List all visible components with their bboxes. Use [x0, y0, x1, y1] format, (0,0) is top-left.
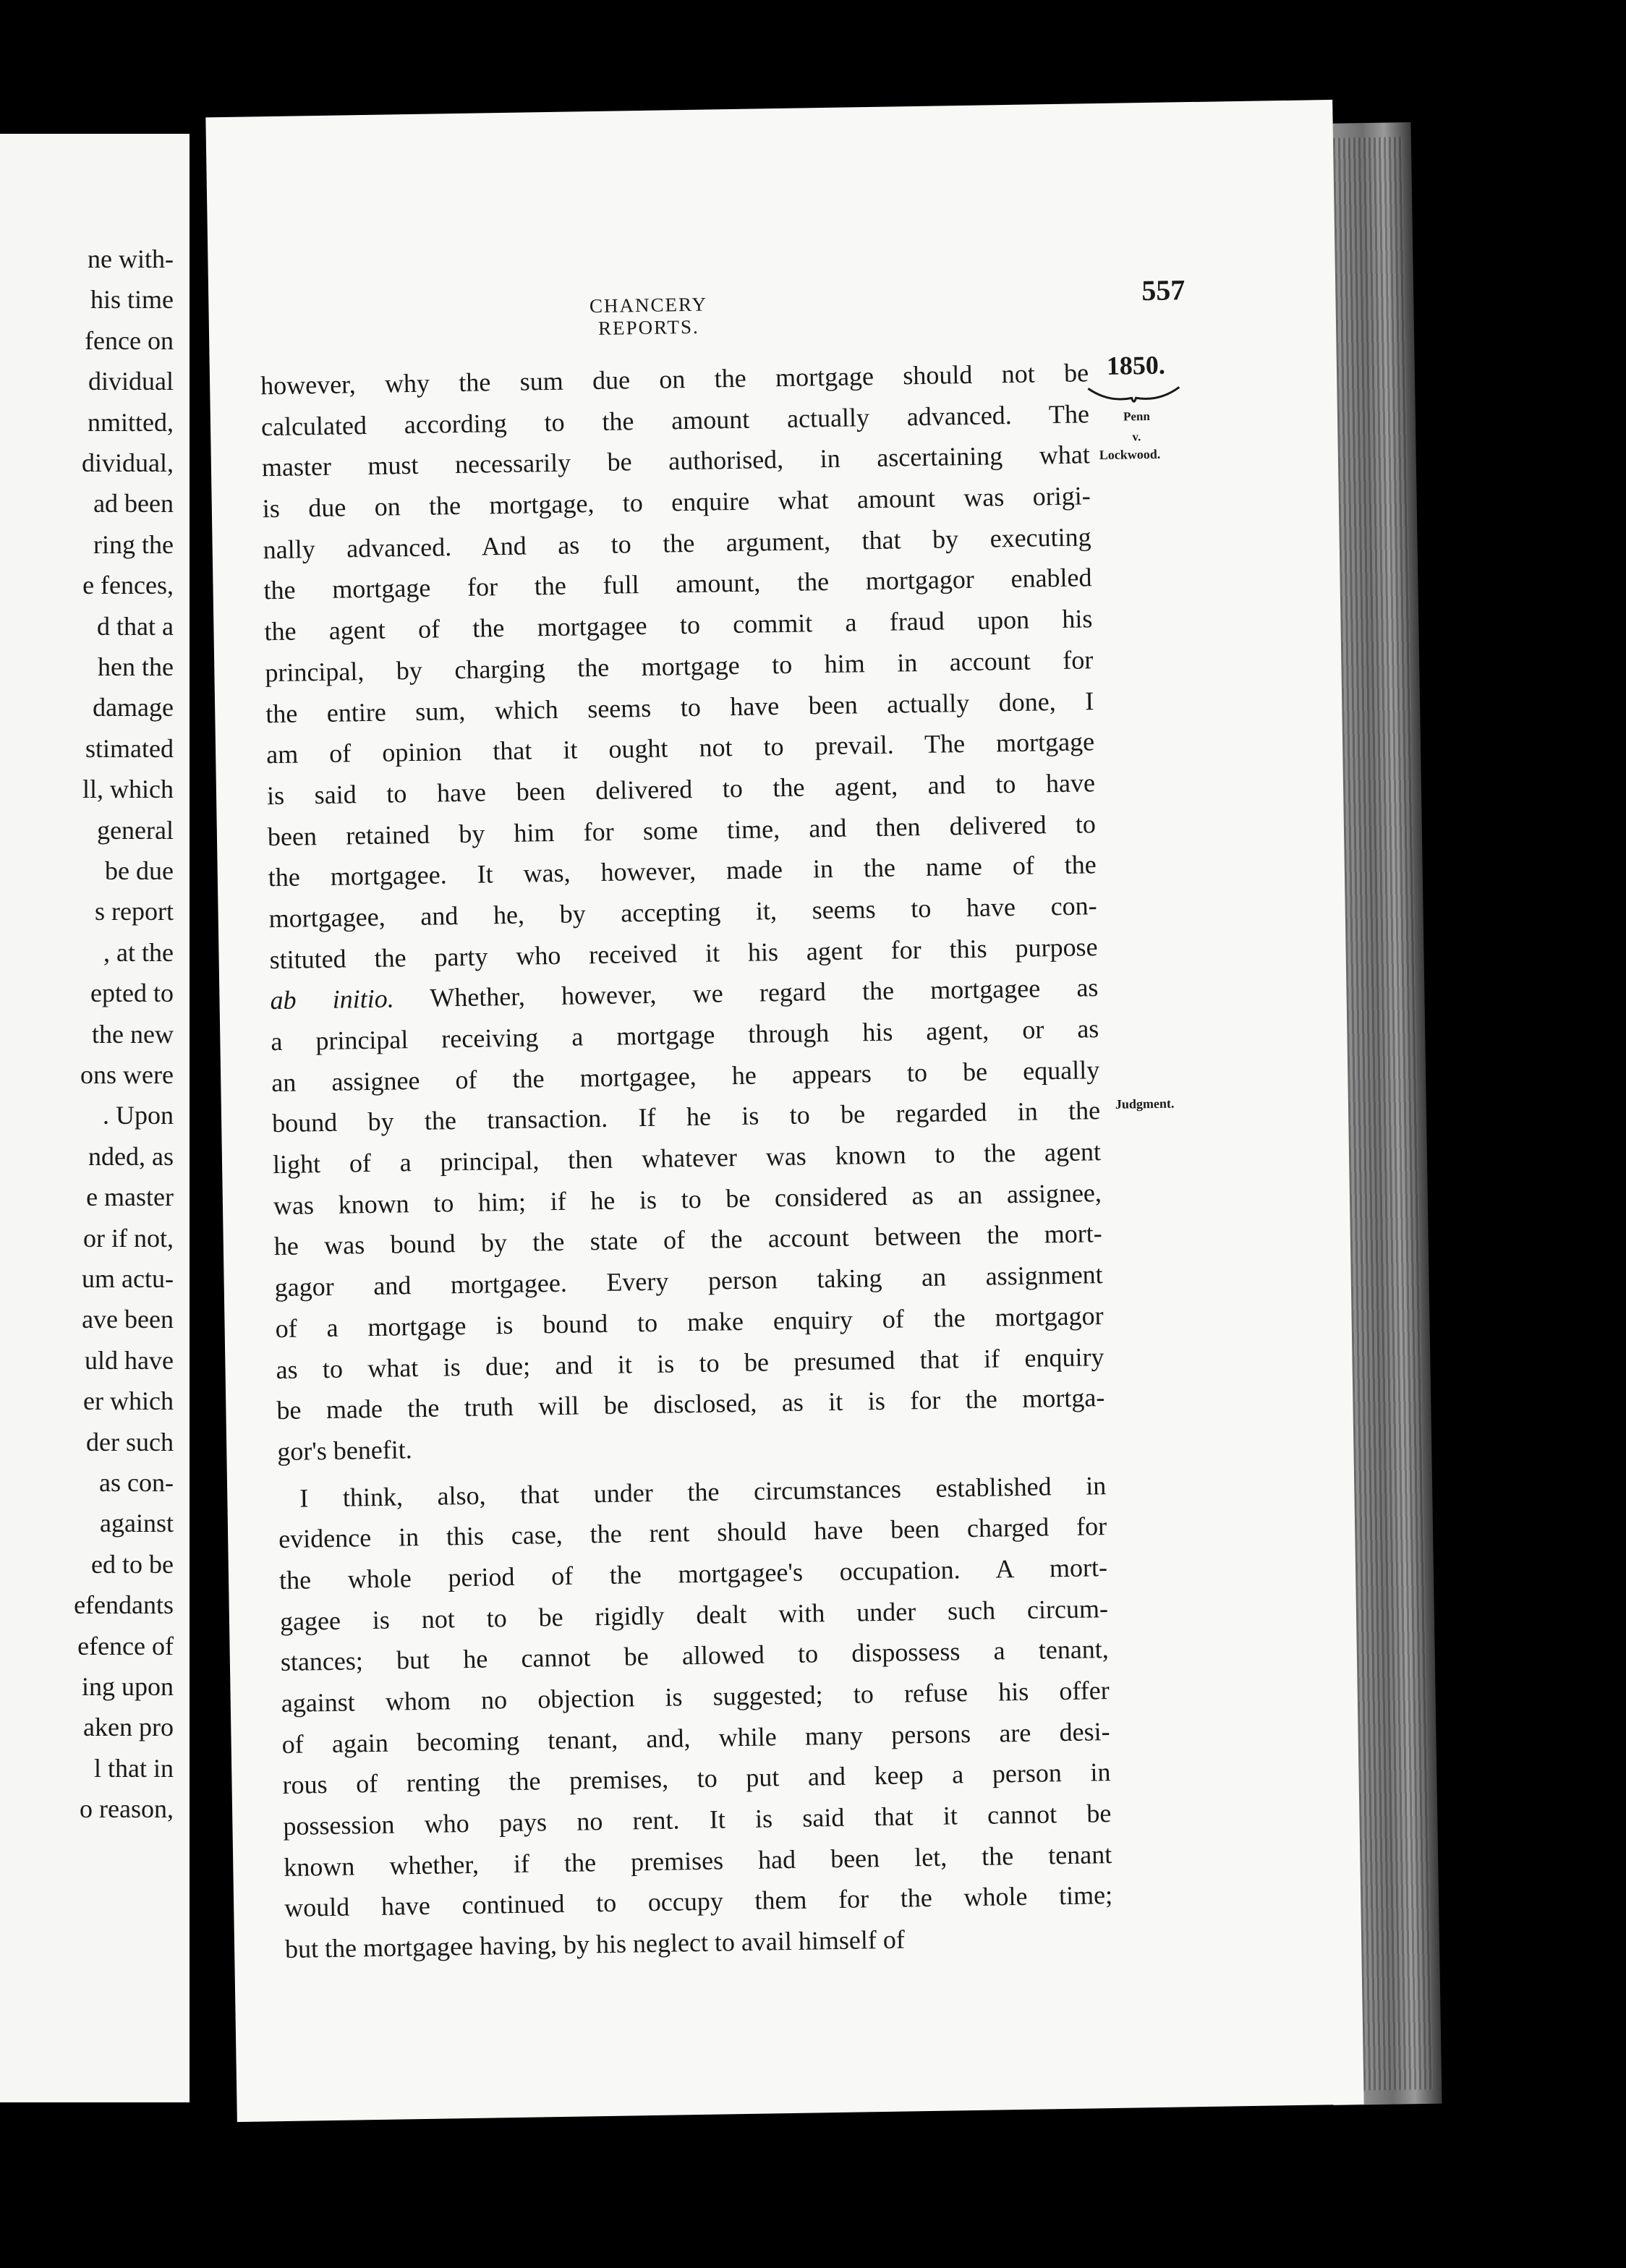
- margin-judgment-label: Judgment.: [1115, 1096, 1175, 1112]
- body-line: evidence in this case, the rent should have been charged for: [278, 1512, 1107, 1554]
- facing-page-line: e master: [86, 1182, 174, 1212]
- facing-page-line: ring the: [93, 529, 174, 559]
- facing-page-line: be due: [105, 856, 174, 885]
- facing-page-line: o reason,: [80, 1794, 174, 1824]
- body-line: the mortgagee. It was, however, made in the name of the: [268, 850, 1097, 892]
- body-line: however, why the sum due on the mortgage should not be: [260, 358, 1089, 401]
- page-number: 557: [1141, 273, 1186, 307]
- facing-page-line: , at the: [103, 937, 174, 967]
- body-line: known whether, if the premises had been let, the tenant: [284, 1839, 1112, 1882]
- body-line: the entire sum, which seems to have been actually done, I: [265, 686, 1094, 728]
- facing-page-line: damage: [93, 693, 174, 722]
- body-line: been retained by him for some time, and then delivered to: [267, 809, 1097, 851]
- body-line: was known to him; if he is to be considered as an assignee,: [273, 1177, 1102, 1220]
- facing-page-line: s report: [95, 897, 174, 926]
- body-text: [260, 352, 1114, 1970]
- facing-page-line: efence of: [77, 1631, 174, 1660]
- facing-page-line: fence on: [85, 325, 174, 355]
- body-line: rous of renting the premises, to put and keep a person in: [282, 1757, 1111, 1800]
- body-line: a principal receiving a mortgage through his agent, or as: [271, 1014, 1099, 1057]
- facing-page-line: ad been: [93, 489, 174, 519]
- body-line: mortgagee, and he, by accepting it, seems to have con-: [268, 891, 1097, 934]
- body-line: would have continued to occupy them for the whole time;: [284, 1880, 1113, 1923]
- body-line: gagor and mortgagee. Every person taking an assignment: [274, 1260, 1103, 1303]
- body-line: principal, by charging the mortgage to him in account for: [265, 645, 1094, 688]
- latin-phrase: ab initio.: [270, 984, 395, 1015]
- facing-page-line: efendants: [74, 1590, 174, 1620]
- facing-page-line: stimated: [85, 733, 174, 763]
- body-line: as to what is due; and it is to be presumed that if enquiry: [276, 1342, 1104, 1384]
- facing-page-line: nded, as: [88, 1141, 174, 1171]
- running-head: CHANCERY REPORTS.: [589, 293, 708, 339]
- body-line: nally advanced. And as to the argument, that by executing: [263, 522, 1091, 564]
- book-page: [205, 100, 1363, 2122]
- body-line: is said to have been delivered to the agent, and to have: [266, 768, 1096, 811]
- margin-year: 1850.: [1106, 350, 1166, 380]
- facing-page-line: um actu-: [82, 1264, 174, 1293]
- body-line: against whom no objection is suggested; to refuse his offer: [281, 1676, 1110, 1718]
- facing-page-line: ll, which: [82, 775, 174, 804]
- facing-page-line: ave been: [82, 1305, 174, 1334]
- body-line: but the mortgagee having, by his neglect to avail himself of: [284, 1924, 906, 1964]
- body-line: gagee is not to be rigidly dealt with under such circum-: [279, 1593, 1109, 1636]
- margin-case-versus: v.: [1132, 430, 1141, 444]
- body-line: calculated according to the amount actually advanced. The: [260, 398, 1090, 441]
- facing-page-line: . Upon: [103, 1101, 174, 1130]
- body-line: am of opinion that it ought not to prevail. The mortgage: [265, 727, 1095, 770]
- body-line: is due on the mortgage, to enquire what amount was origi-: [262, 481, 1091, 524]
- facing-page-line: l that in: [94, 1753, 174, 1783]
- facing-page-line: ing upon: [81, 1672, 174, 1701]
- body-line: stituted the party who received it his agent for this purpose: [269, 932, 1098, 974]
- facing-page-line: nmitted,: [88, 407, 174, 437]
- body-line: bound by the transaction. If he is to be regarded in the: [271, 1096, 1101, 1138]
- facing-page-line: uld have: [85, 1345, 174, 1375]
- facing-page-line: as con-: [99, 1468, 174, 1497]
- facing-page-line: against: [100, 1509, 174, 1538]
- body-line: light of a principal, then whatever was known to the agent: [272, 1137, 1102, 1180]
- body-line: master must necessarily be authorised, in ascertaining what: [261, 440, 1091, 482]
- body-line: he was bound by the state of the account between the mort-: [273, 1219, 1103, 1261]
- body-line: the mortgage for the full amount, the mortgagor enabled: [263, 563, 1092, 605]
- facing-page-line: e fences,: [82, 571, 174, 600]
- facing-page-line: or if not,: [83, 1223, 174, 1253]
- margin-brace-icon: [1086, 384, 1180, 407]
- facing-page-line: ne with-: [88, 244, 174, 273]
- body-line: the agent of the mortgagee to commit a fraud upon his: [264, 604, 1093, 647]
- facing-page-line: ed to be: [91, 1549, 174, 1579]
- body-line: an assignee of the mortgagee, he appears to be equally: [271, 1054, 1100, 1097]
- margin-case-name-2: Lockwood.: [1099, 446, 1161, 463]
- body-line: ab initio. Whether, however, we regard the mortgagee as: [270, 973, 1099, 1015]
- margin-case-name-1: Penn: [1123, 409, 1150, 424]
- facing-page-line: der such: [86, 1427, 174, 1457]
- facing-page-fragment: [0, 134, 190, 2102]
- facing-page-line: hen the: [98, 652, 174, 681]
- facing-page-line: dividual: [88, 367, 174, 396]
- body-line: possession who pays no rent. It is said that it cannot be: [283, 1799, 1112, 1841]
- facing-page-line: er which: [83, 1386, 174, 1416]
- facing-page-line: general: [97, 815, 174, 845]
- facing-page-line: d that a: [97, 611, 174, 641]
- body-line: of a mortgage is bound to make enquiry of the mortgagor: [275, 1300, 1104, 1343]
- facing-page-line: his time: [90, 285, 174, 315]
- body-line: the whole period of the mortgagee's occupation. A mort-: [278, 1553, 1108, 1595]
- body-line: I think, also, that under the circumstances established in: [299, 1470, 1107, 1513]
- facing-page-line: epted to: [90, 979, 174, 1008]
- body-line: be made the truth will be disclosed, as it is for the mortga-: [276, 1383, 1105, 1425]
- facing-page-line: aken pro: [83, 1713, 174, 1742]
- facing-page-line: the new: [92, 1019, 174, 1049]
- body-line: stances; but he cannot be allowed to dispossess a tenant,: [280, 1634, 1110, 1677]
- facing-page-line: dividual,: [82, 448, 174, 477]
- body-line: of again becoming tenant, and, while many persons are desi-: [281, 1716, 1110, 1759]
- body-line: gor's benefit.: [276, 1435, 413, 1466]
- facing-page-line: ons were: [80, 1060, 174, 1089]
